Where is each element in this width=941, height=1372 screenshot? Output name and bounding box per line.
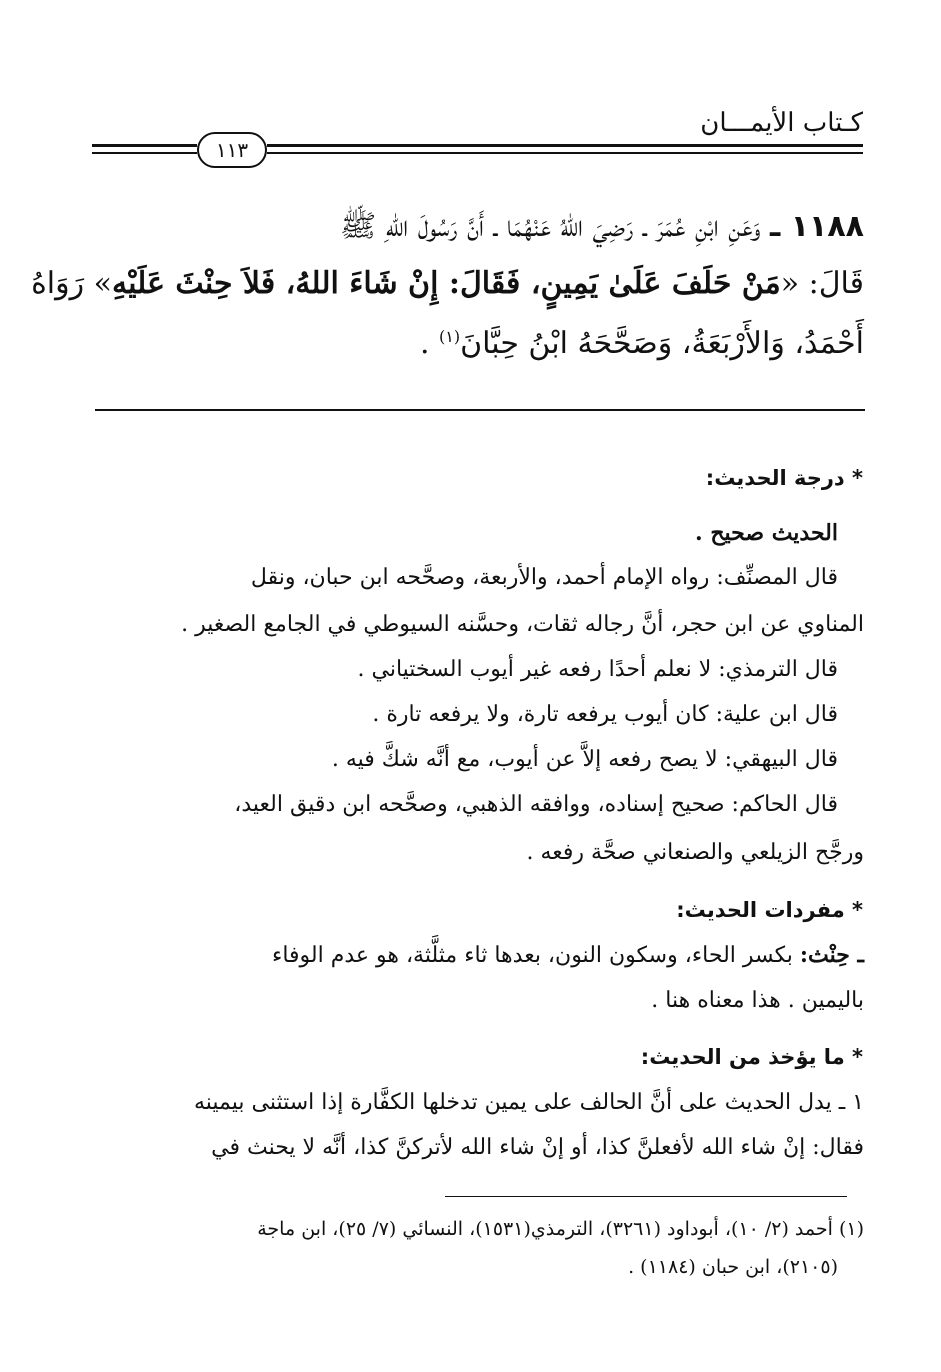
hadith-qala: قَالَ: « <box>780 266 864 301</box>
hadith-matn: مَنْ حَلَفَ عَلَىٰ يَمِينٍ، فَقَالَ: إِنْ شَاءَ اللهُ، فَلاَ حِنْثَ عَلَيْهِ <box>112 266 781 301</box>
header-rule-bottom-left <box>92 152 197 154</box>
grade-para-5-line-2: ورجَّح الزيلعي والصنعاني صحَّة رفعه . <box>526 840 864 865</box>
hadith-line-1 <box>84 208 864 251</box>
heading-lessons: * ما يؤخذ من الحديث: <box>640 1045 863 1069</box>
lesson-1-line-2: فقال: إنْ شاء الله لأفعلنَّ كذا، أو إنْ شاء الله لأتركنَّ كذا، أنَّه لا يحنث في <box>211 1135 864 1160</box>
grade-para-1-line-1: قال المصنِّف: رواه الإمام أحمد، والأربعة، وصحَّحه ابن حبان، ونقل <box>250 565 838 590</box>
page-number: ١١٣ <box>197 132 267 168</box>
lesson-1-line-1: ١ ـ يدل الحديث على أنَّ الحالف على يمين تدخلها الكفَّارة إذا استثنى بيمينه <box>193 1090 864 1115</box>
grade-para-2: قال الترمذي: لا نعلم أحدًا رفعه غير أيوب السختياني . <box>357 657 838 682</box>
vocab-line-2: باليمين . هذا معناه هنا . <box>651 988 864 1013</box>
header-rule-top-right <box>267 144 863 147</box>
hadith-end-dot: . <box>419 326 430 361</box>
grade-para-4: قال البيهقي: لا يصح رفعه إلاَّ عن أيوب، مع أنَّه شكَّ فيه . <box>331 747 838 772</box>
vocab-term: ـ حِنْث: <box>799 942 864 968</box>
hadith-separator <box>95 409 865 411</box>
hadith-line-2 <box>31 266 864 301</box>
hadith-number: ١١٨٨ ـ <box>770 209 864 244</box>
header-rule-top-left <box>92 144 197 147</box>
footnote-line-1: (١) أحمد (٢/ ١٠)، أبوداود (٣٢٦١)، الترمذي(١٥٣١)، النسائي (٧/ ٢٥)، ابن ماجة <box>257 1218 864 1240</box>
hadith-grade: الحديث صحيح . <box>695 520 838 546</box>
hadith-line-3 <box>84 326 864 361</box>
header-rule-bottom-right <box>267 152 863 154</box>
hadith-isnad: وَعَنِ ابْنِ عُمَرَ ـ رَضِيَ اللهُ عَنْهُمَا ـ أَنَّ رَسُولَ اللهِ ﷺ <box>340 209 761 244</box>
hadith-takhrij: أَحْمَدُ، وَالأَرْبَعَةُ، وَصَحَّحَهُ ابْنُ حِبَّانَ <box>460 326 864 361</box>
grade-para-3: قال ابن علية: كان أيوب يرفعه تارة، ولا يرفعه تارة . <box>372 702 838 727</box>
grade-para-1-line-2: المناوي عن ابن حجر، أنَّ رجاله ثقات، وحسَّنه السيوطي في الجامع الصغير . <box>181 612 864 637</box>
footnote-line-2: (٢١٠٥)، ابن حبان (١١٨٤) . <box>628 1256 838 1278</box>
heading-hadith-grade: * درجة الحديث: <box>705 466 863 490</box>
grade-para-5-line-1: قال الحاكم: صحيح إسناده، ووافقه الذهبي، وصحَّحه ابن دقيق العيد، <box>234 792 838 817</box>
running-title: كـتاب الأيمـــان <box>700 108 863 138</box>
heading-vocabulary: * مفردات الحديث: <box>676 898 863 922</box>
footnote-ref: (١) <box>439 327 461 346</box>
hadith-rawahu: » رَوَاهُ <box>31 266 113 301</box>
vocab-line-1 <box>84 942 864 968</box>
footnote-separator <box>445 1196 847 1197</box>
vocab-definition: بكسر الحاء، وسكون النون، بعدها ثاء مثلَّثة، هو عدم الوفاء <box>271 943 793 968</box>
